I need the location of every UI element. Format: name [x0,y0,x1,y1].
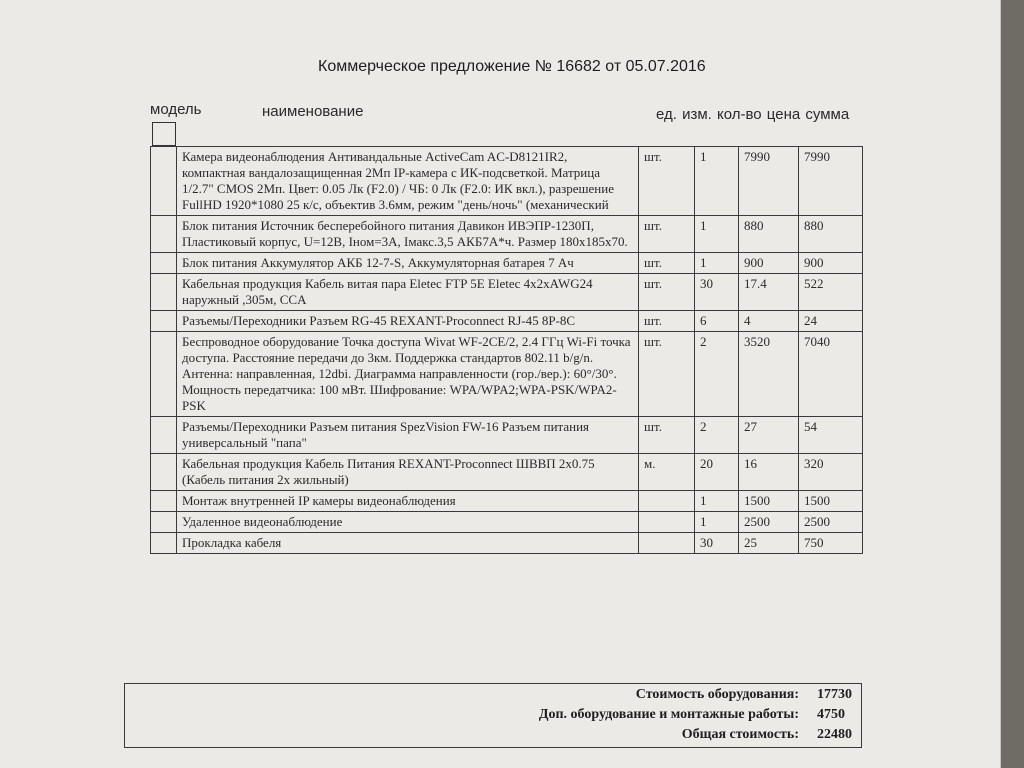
cell-model [151,253,177,274]
cell-price: 25 [739,533,799,554]
cell-qty: 30 [695,533,739,554]
total-row-extra [125,707,861,727]
cell-price: 4 [739,311,799,332]
cell-qty: 1 [695,512,739,533]
header-columns: ед. изм. кол-во цена сумма [656,106,850,123]
cell-name: Блок питания Аккумулятор АКБ 12-7-S, Аккумуляторная батарея 7 Ач [177,253,639,274]
table-row [151,332,863,417]
total-label: Общая стоимость: [681,727,799,742]
cell-price: 900 [739,253,799,274]
cell-unit [639,512,695,533]
table-row [151,253,863,274]
cell-unit: шт. [639,147,695,216]
total-value: 4750 [817,707,845,722]
cell-price: 880 [739,216,799,253]
total-value: 22480 [817,727,852,742]
cell-unit: шт. [639,216,695,253]
cell-price: 2500 [739,512,799,533]
cell-unit: шт. [639,253,695,274]
table-row [151,454,863,491]
cell-name: Прокладка кабеля [177,533,639,554]
cell-qty: 30 [695,274,739,311]
cell-qty: 2 [695,332,739,417]
model-header-box [152,122,176,146]
cell-qty: 6 [695,311,739,332]
cell-name: Кабельная продукция Кабель витая пара Eletec FTP 5E Eletec 4x2xAWG24 наружный ,305м, CCA [177,274,639,311]
header-model: модель [150,101,202,118]
cell-price: 16 [739,454,799,491]
cell-price: 27 [739,417,799,454]
table-row [151,216,863,253]
cell-model [151,147,177,216]
table-row [151,274,863,311]
total-row-grand [125,727,861,747]
cell-model [151,417,177,454]
cell-model [151,533,177,554]
cell-price: 7990 [739,147,799,216]
cell-name: Кабельная продукция Кабель Питания REXANT-Proconnect ШВВП 2x0.75 (Кабель питания 2х жильный) [177,454,639,491]
table-row [151,491,863,512]
cell-name: Блок питания Источник бесперебойного питания Давикон ИВЭПР-1230П, Пластиковый корпус, U=12В, Iном=3А, Iмакс.3,5 АКБ7А*ч. Размер 180х185х70. [177,216,639,253]
cell-sum: 7990 [799,147,863,216]
cell-sum: 2500 [799,512,863,533]
table-row [151,147,863,216]
cell-sum: 522 [799,274,863,311]
cell-sum: 7040 [799,332,863,417]
cell-unit: шт. [639,274,695,311]
cell-qty: 1 [695,216,739,253]
cell-model [151,311,177,332]
cell-model [151,454,177,491]
cell-unit [639,533,695,554]
cell-price: 3520 [739,332,799,417]
items-table [150,146,863,554]
cell-price: 17.4 [739,274,799,311]
cell-qty: 1 [695,253,739,274]
cell-name: Разъемы/Переходники Разъем RG-45 REXANT-Proconnect RJ-45 8P-8C [177,311,639,332]
cell-unit: шт. [639,417,695,454]
header-name: наименование [262,103,364,120]
cell-unit: м. [639,454,695,491]
cell-sum: 750 [799,533,863,554]
cell-name: Беспроводное оборудование Точка доступа Wivat WF-2CE/2, 2.4 ГГц Wi-Fi точка доступа. Расстояние передачи до 3км. Поддержка стандартов 802.11 b/g/n. Антенна: направленная, 12dbi. Диаграмма направленности (гор./вер.): 60°/30°. Мощность передатчика: 100 мВт. Шифрование: WPA/WPA2;WPA-PSK/WPA2-PSK [177,332,639,417]
cell-name: Камера видеонаблюдения Антивандальные ActiveCam AC-D8121IR2, компактная вандалозащищенная 2Мп IP-камера с ИК-подсветкой. Матрица 1/2.7" CMOS 2Мп. Цвет: 0.05 Лк (F2.0) / ЧБ: 0 Лк (F2.0: ИК вкл.), разрешение FullHD 1920*1080 25 к/с, объектив 3.6мм, режим "день/ночь" (механический [177,147,639,216]
cell-qty: 20 [695,454,739,491]
cell-sum: 1500 [799,491,863,512]
total-label: Доп. оборудование и монтажные работы: [538,707,799,722]
table-row [151,311,863,332]
cell-qty: 2 [695,417,739,454]
cell-sum: 320 [799,454,863,491]
totals-box [124,683,862,748]
cell-model [151,512,177,533]
cell-qty: 1 [695,147,739,216]
cell-sum: 24 [799,311,863,332]
total-value: 17730 [817,687,852,702]
total-row-equipment [125,687,861,707]
cell-price: 1500 [739,491,799,512]
table-row [151,417,863,454]
document-title: Коммерческое предложение № 16682 от 05.07.2016 [318,58,706,75]
cell-model [151,491,177,512]
cell-sum: 900 [799,253,863,274]
cell-model [151,274,177,311]
cell-model [151,332,177,417]
cell-name: Разъемы/Переходники Разъем питания SpezVision FW-16 Разъем питания универсальный "папа" [177,417,639,454]
cell-sum: 54 [799,417,863,454]
cell-qty: 1 [695,491,739,512]
cell-unit: шт. [639,332,695,417]
cell-unit [639,491,695,512]
cell-name: Монтаж внутренней IP камеры видеонаблюдения [177,491,639,512]
cell-sum: 880 [799,216,863,253]
total-label: Стоимость оборудования: [635,687,799,702]
cell-model [151,216,177,253]
cell-name: Удаленное видеонаблюдение [177,512,639,533]
cell-unit: шт. [639,311,695,332]
table-row [151,533,863,554]
table-row [151,512,863,533]
